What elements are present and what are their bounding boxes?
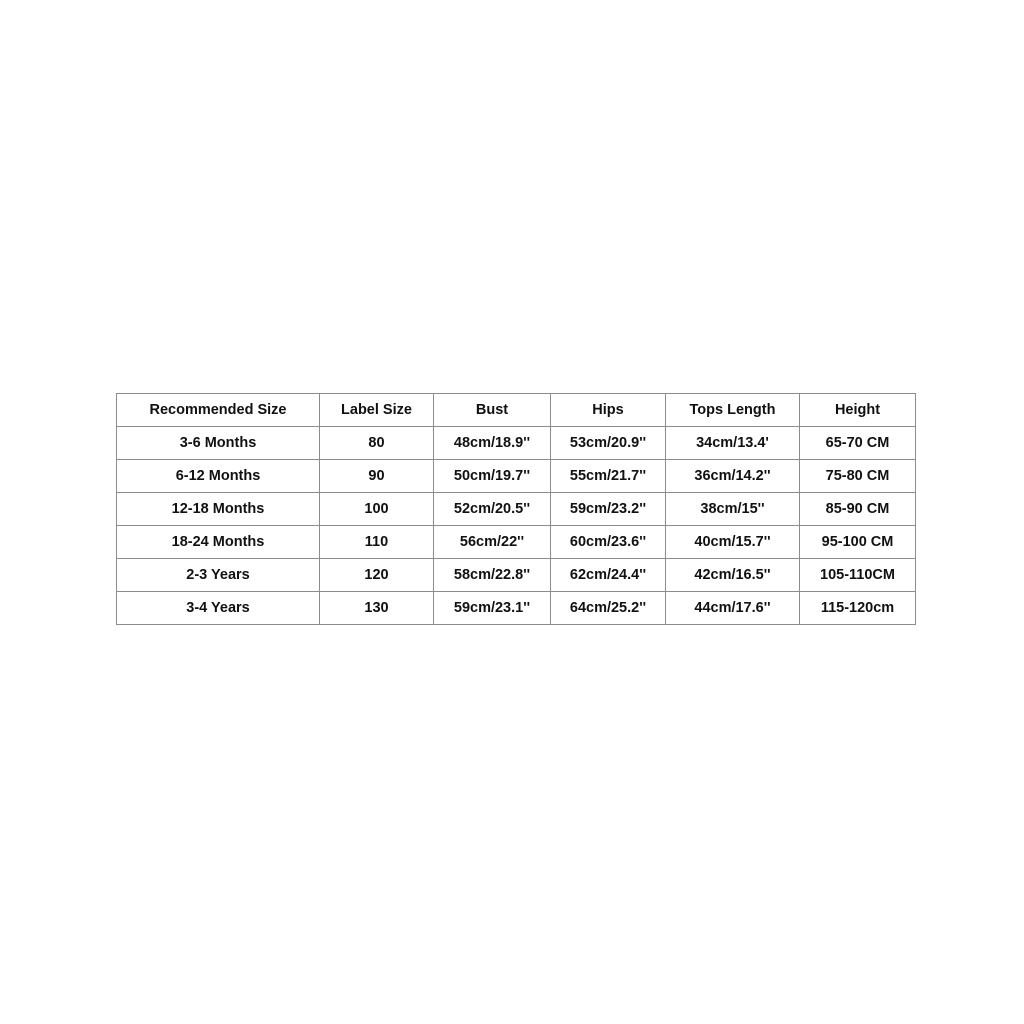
tops-length-cell: 38cm/15''	[666, 493, 800, 526]
header-tops-length: Tops Length	[666, 394, 800, 427]
bust-cell: 52cm/20.5''	[434, 493, 551, 526]
tops-length-cell: 42cm/16.5''	[666, 559, 800, 592]
header-height: Height	[800, 394, 916, 427]
recommended-size-cell: 18-24 Months	[117, 526, 320, 559]
recommended-size-cell: 3-4 Years	[117, 592, 320, 625]
height-cell: 95-100 CM	[800, 526, 916, 559]
header-hips: Hips	[551, 394, 666, 427]
recommended-size-cell: 2-3 Years	[117, 559, 320, 592]
hips-cell: 64cm/25.2''	[551, 592, 666, 625]
height-cell: 115-120cm	[800, 592, 916, 625]
recommended-size-cell: 6-12 Months	[117, 460, 320, 493]
table-row	[117, 460, 916, 493]
label-size-cell: 130	[320, 592, 434, 625]
bust-cell: 56cm/22''	[434, 526, 551, 559]
size-chart-table	[116, 393, 916, 625]
tops-length-cell: 44cm/17.6''	[666, 592, 800, 625]
hips-cell: 59cm/23.2''	[551, 493, 666, 526]
header-label-size: Label Size	[320, 394, 434, 427]
tops-length-cell: 36cm/14.2''	[666, 460, 800, 493]
height-cell: 85-90 CM	[800, 493, 916, 526]
label-size-cell: 110	[320, 526, 434, 559]
table-row	[117, 559, 916, 592]
label-size-cell: 120	[320, 559, 434, 592]
bust-cell: 50cm/19.7''	[434, 460, 551, 493]
hips-cell: 62cm/24.4''	[551, 559, 666, 592]
height-cell: 105-110CM	[800, 559, 916, 592]
hips-cell: 53cm/20.9''	[551, 427, 666, 460]
label-size-cell: 80	[320, 427, 434, 460]
bust-cell: 58cm/22.8''	[434, 559, 551, 592]
recommended-size-cell: 12-18 Months	[117, 493, 320, 526]
header-recommended-size: Recommended Size	[117, 394, 320, 427]
hips-cell: 60cm/23.6''	[551, 526, 666, 559]
height-cell: 65-70 CM	[800, 427, 916, 460]
table-row	[117, 526, 916, 559]
bust-cell: 48cm/18.9''	[434, 427, 551, 460]
bust-cell: 59cm/23.1''	[434, 592, 551, 625]
header-bust: Bust	[434, 394, 551, 427]
table-row	[117, 592, 916, 625]
label-size-cell: 90	[320, 460, 434, 493]
label-size-cell: 100	[320, 493, 434, 526]
tops-length-cell: 34cm/13.4'	[666, 427, 800, 460]
recommended-size-cell: 3-6 Months	[117, 427, 320, 460]
table-row	[117, 427, 916, 460]
tops-length-cell: 40cm/15.7''	[666, 526, 800, 559]
header-row	[117, 394, 916, 427]
table-row	[117, 493, 916, 526]
height-cell: 75-80 CM	[800, 460, 916, 493]
hips-cell: 55cm/21.7''	[551, 460, 666, 493]
